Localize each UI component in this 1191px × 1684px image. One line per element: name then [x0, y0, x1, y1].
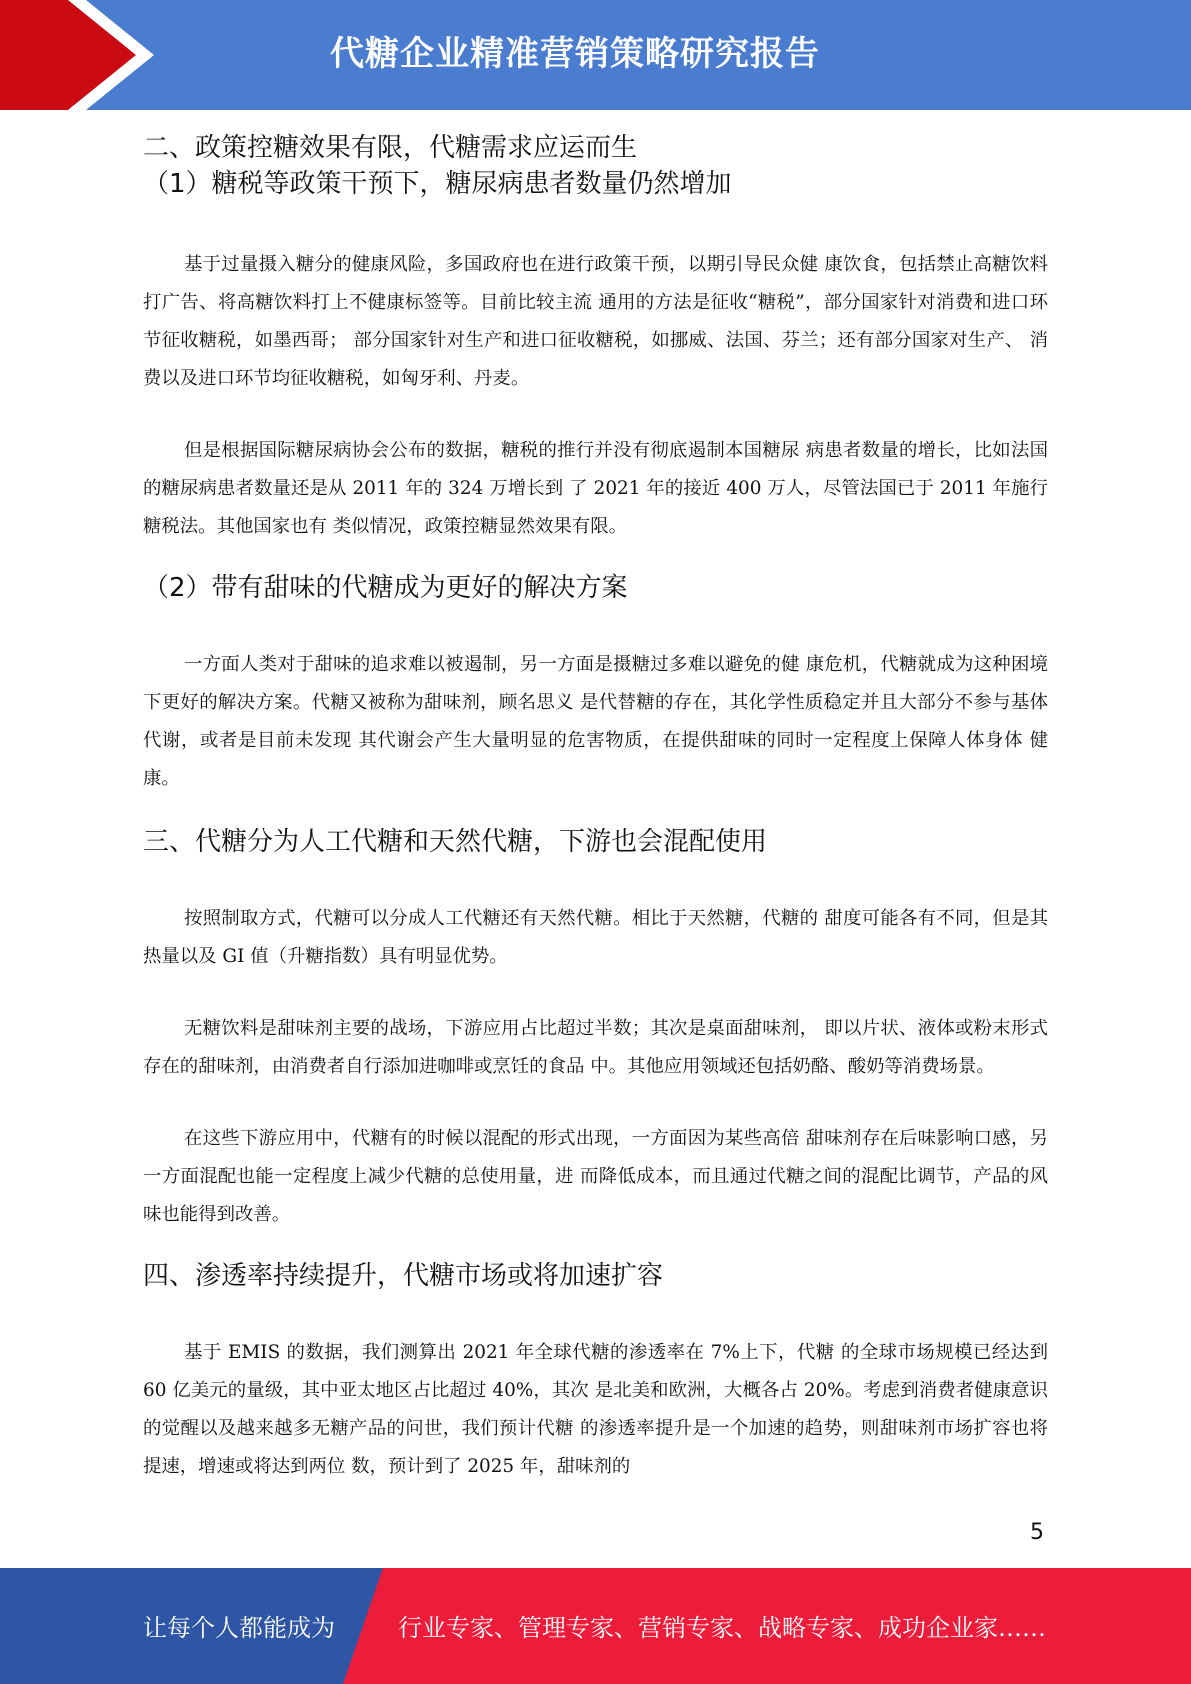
section-2-1-paragraph-1: 基于过量摄入糖分的健康风险，多国政府也在进行政策干预，以期引导民众健 康饮食，包括禁止高糖饮料打广告、将高糖饮料打上不健康标签等。目前比较主流 通用的方法是征收“糖税”，部分国家针对消费和进口环节征收糖税，如墨西哥； 部分国家针对生产和进口征收糖税，如挪威、法国、芬兰；还有部分国家对生产、 消费以及进口环节均征收糖税，如匈牙利、丹麦。 [143, 254, 1048, 389]
section-2-1-heading: （1）糖税等政策干预下，糖尿病患者数量仍然增加 [143, 169, 732, 199]
section-3-paragraph-2: 无糖饮料是甜味剂主要的战场，下游应用占比超过半数；其次是桌面甜味剂， 即以片状、液体或粉末形式存在的甜味剂，由消费者自行添加进咖啡或烹饪的食品 中。其他应用领域还包括奶酪、酸奶等消费场景。 [143, 1018, 1048, 1077]
section-3-heading: 三、代糖分为人工代糖和天然代糖，下游也会混配使用 [143, 827, 768, 857]
report-title: 代糖企业精准营销策略研究报告 [330, 34, 820, 74]
footer-slogan-left: 让每个人都能成为 [143, 1614, 335, 1642]
section-2-heading: 二、政策控糖效果有限，代糖需求应运而生 [143, 133, 638, 163]
section-3-paragraph-3: 在这些下游应用中，代糖有的时候以混配的形式出现，一方面因为某些高倍 甜味剂存在后味影响口感，另一方面混配也能一定程度上减少代糖的总使用量，进 而降低成本，而且通过代糖之间的混配比调节，产品的风味也能得到改善。 [143, 1128, 1048, 1225]
page-header [0, 0, 1191, 110]
section-2-2-paragraph-1: 一方面人类对于甜味的追求难以被遏制，另一方面是摄糖过多难以避免的健 康危机，代糖就成为这种困境下更好的解决方案。代糖又被称为甜味剂，顾名思义 是代替糖的存在，其化学性质稳定并且大部分不参与基体代谢，或者是目前未发现 其代谢会产生大量明显的危害物质，在提供甜味的同时一定程度上保障人体身体 健康。 [143, 654, 1048, 789]
footer-slogan-right: 行业专家、管理专家、营销专家、战略专家、成功企业家…… [398, 1614, 1046, 1642]
section-4-paragraph-1: 基于 EMIS 的数据，我们测算出 2021 年全球代糖的渗透率在 7%上下，代糖 的全球市场规模已经达到 60 亿美元的量级，其中亚太地区占比超过 40%，其次 是北美和欧洲，大概各占 20%。考虑到消费者健康意识的觉醒以及越来越多无糖产品的问世，我们预计代糖 的渗透率提升是一个加速的趋势，则甜味剂市场扩容也将提速，增速或将达到两位 数，预计到了 2025 年，甜味剂的 [143, 1342, 1048, 1477]
page-number: 5 [1030, 1520, 1044, 1545]
section-4-heading: 四、渗透率持续提升，代糖市场或将加速扩容 [143, 1261, 664, 1291]
page-footer [0, 1568, 1191, 1684]
document-body [143, 128, 1048, 1486]
section-2-2-heading: （2）带有甜味的代糖成为更好的解决方案 [143, 573, 628, 603]
section-3-paragraph-1: 按照制取方式，代糖可以分成人工代糖还有天然代糖。相比于天然糖，代糖的 甜度可能各有不同，但是其热量以及 GI 值（升糖指数）具有明显优势。 [143, 908, 1048, 967]
section-2-1-paragraph-2: 但是根据国际糖尿病协会公布的数据，糖税的推行并没有彻底遏制本国糖尿 病患者数量的增长，比如法国的糖尿病患者数量还是从 2011 年的 324 万增长到 了 2021 年的接近 400 万人，尽管法国已于 2011 年施行糖税法。其他国家也有 类似情况，政策控糖显然效果有限。 [143, 440, 1048, 537]
